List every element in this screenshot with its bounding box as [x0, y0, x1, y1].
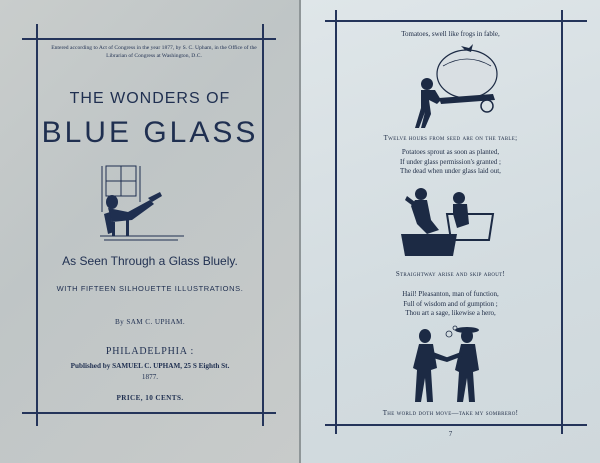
caption-3: The world doth move—take my sombrero!: [382, 409, 519, 417]
verse-1-line: Tomatoes, swell like frogs in fable,: [401, 30, 500, 38]
wheelbarrow-tomato-silhouette: [413, 44, 501, 132]
title-line-1: THE WONDERS OF: [69, 90, 231, 107]
verse-3-line-1: Hail! Pleasanton, man of function,: [402, 290, 499, 298]
frame-rule-top: [325, 20, 587, 22]
sombrero-men-silhouette: [405, 324, 497, 406]
right-page-verses: [301, 0, 600, 463]
caption-1: Twelve hours from seed are on the table;: [383, 134, 518, 142]
illustrations-note: WITH FIFTEEN SILHOUETTE ILLUSTRATIONS.: [56, 284, 244, 293]
frame-rule-bottom: [22, 412, 276, 414]
verse-2: [321, 148, 580, 177]
reclining-man-illustration: [98, 162, 190, 248]
publication-year: 1877.: [141, 373, 159, 381]
verse-2-line-1: Potatoes sprout as soon as planted,: [401, 148, 500, 156]
price-line: PRICE, 10 CENTS.: [116, 394, 184, 402]
publisher-line: Published by SAMUEL C. UPHAM, 25 S Eighth St.: [70, 362, 230, 370]
frame-rule-bottom: [325, 424, 587, 426]
caption-2: Straightway arise and skip about!: [395, 270, 506, 278]
coffin-figures-silhouette: [397, 184, 505, 266]
publication-city: PHILADELPHIA :: [105, 346, 195, 357]
verse-2-line-2: If under glass permission's granted ;: [400, 157, 501, 166]
verse-3: [321, 290, 580, 319]
title-line-2: BLUE GLASS: [41, 116, 259, 149]
frame-rule-top: [22, 38, 276, 40]
page-number: 7: [448, 430, 453, 438]
verse-1: [321, 30, 580, 40]
verse-2-line-3: The dead when under glass laid out,: [400, 167, 501, 175]
frame-rule-right: [561, 10, 563, 434]
frame-rule-left: [335, 10, 337, 434]
verse-3-line-2: Full of wisdom and of gumption ;: [403, 299, 498, 308]
author-byline: By SAM C. UPHAM.: [114, 318, 186, 326]
subtitle: As Seen Through a Glass Bluely.: [62, 254, 238, 268]
verse-3-line-3: Thou art a sage, likewise a hero,: [405, 309, 496, 317]
copyright-notice: Entered according to Act of Congress in the year 1877, by S. C. Upham, in the Office of the Librarian of Congress at Washington, D.C.: [51, 45, 257, 59]
